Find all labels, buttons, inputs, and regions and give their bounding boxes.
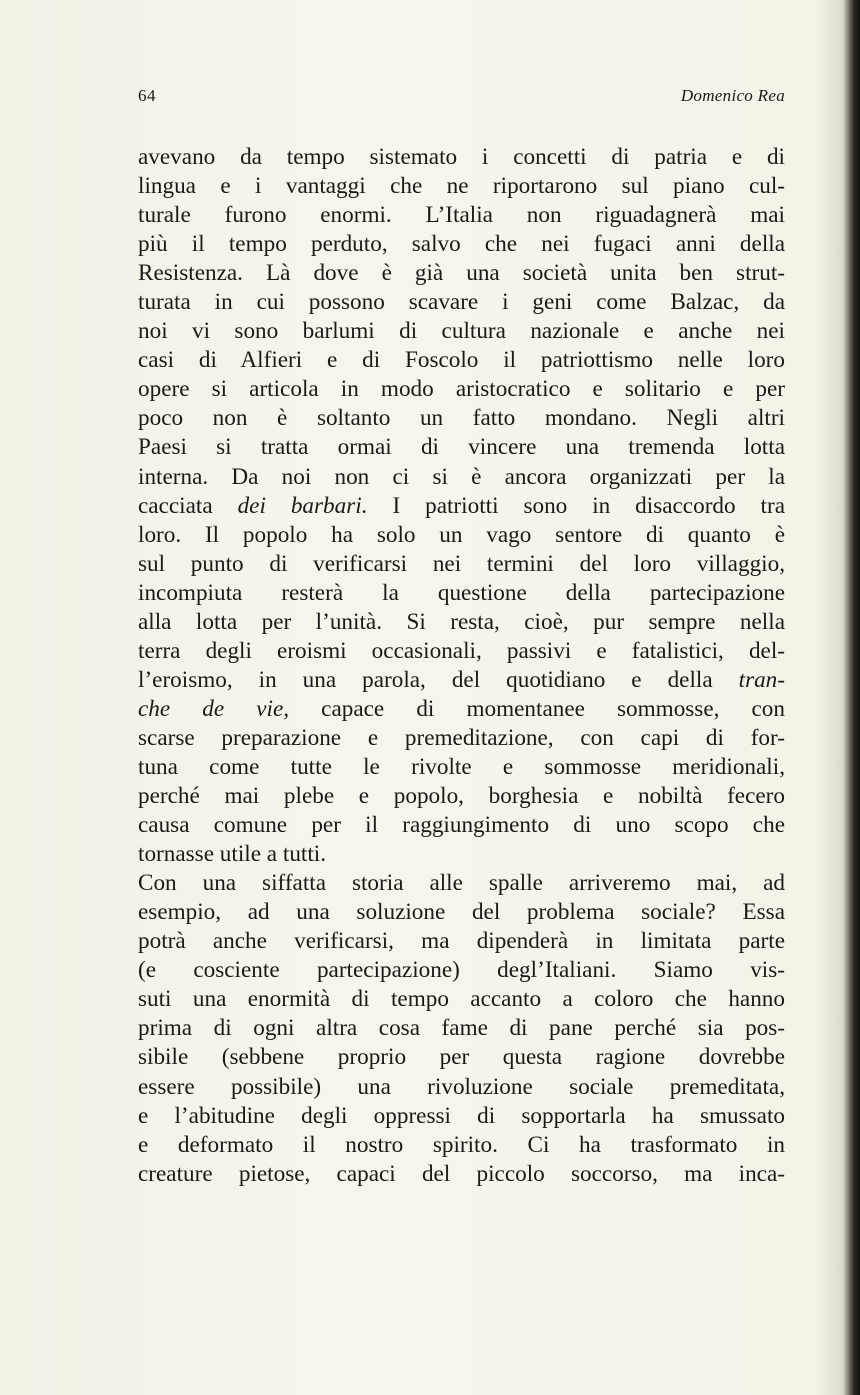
text-line — [138, 1073, 785, 1102]
text-line — [138, 840, 785, 869]
text-line — [138, 230, 785, 259]
text-line — [138, 927, 785, 956]
line-text: incompiuta resterà la questione della partecipazione — [138, 579, 785, 606]
line-text: sibile (sebbene proprio per questa ragione dovrebbe — [138, 1044, 785, 1071]
text-line — [138, 811, 785, 840]
line-text: l’eroismo, in una parola, del quotidiano e della — [138, 666, 739, 693]
line-text: potrà anche verificarsi, ma dipenderà in limitata parte — [138, 928, 785, 955]
line-text: perché mai plebe e popolo, borghesia e nobiltà fecero — [138, 783, 785, 810]
line-text: esempio, ad una soluzione del problema sociale? Essa — [138, 899, 785, 926]
line-text: avevano da tempo sistemato i concetti di patria e di — [138, 144, 785, 170]
line-text: suti una enormità di tempo accanto a coloro che hanno — [138, 986, 785, 1013]
text-line — [138, 1131, 785, 1160]
page-number: 64 — [138, 86, 156, 105]
body-text — [138, 143, 785, 1189]
line-text: capace di momentanee sommosse, con — [289, 695, 785, 722]
line-text: più il tempo perduto, salvo che nei fugaci anni della — [138, 231, 785, 258]
text-line — [138, 1014, 785, 1043]
line-text: cacciata — [138, 492, 238, 519]
text-line — [138, 317, 785, 346]
text-line — [138, 1102, 785, 1131]
line-text: prima di ogni altra cosa fame di pane perché sia pos- — [138, 1015, 785, 1042]
line-text: alla lotta per l’unità. Si resta, cioè, pur sempre nella — [138, 608, 785, 635]
text-line — [138, 492, 785, 521]
line-text: opere si articola in modo aristocratico e solitario e per — [138, 376, 785, 403]
line-text: essere possibile) una rivoluzione sociale premeditata, — [138, 1073, 785, 1100]
line-text: I patriotti sono in disaccordo tra — [367, 492, 785, 519]
line-text: loro. Il popolo ha solo un vago sentore di quanto è — [138, 521, 785, 548]
italic-text: che de vie, — [138, 695, 290, 722]
line-text: Resistenza. Là dove è già una società unita ben strut- — [138, 260, 785, 287]
text-line — [138, 579, 785, 608]
line-text: casi di Alfieri e di Foscolo il patriottismo nelle loro — [138, 347, 785, 374]
text-line — [138, 288, 785, 317]
line-text: e l’abitudine degli oppressi di sopportarla ha smussato — [138, 1102, 785, 1129]
page-header — [138, 86, 785, 110]
text-line — [138, 1043, 785, 1072]
line-text: (e cosciente partecipazione) degl’Italiani. Siamo vis- — [138, 957, 785, 984]
line-text: turale furono enormi. L’Italia non riguadagnerà mai — [138, 202, 785, 229]
line-text: scarse preparazione e premeditazione, con capi di for- — [138, 724, 785, 751]
line-text: tuna come tutte le rivolte e sommosse meridionali, — [138, 753, 785, 780]
text-line — [138, 608, 785, 637]
line-text: creature pietose, capaci del piccolo soccorso, ma inca- — [138, 1160, 785, 1187]
text-line — [138, 463, 785, 492]
text-line — [138, 143, 785, 172]
italic-text: tran- — [738, 666, 785, 693]
text-line — [138, 666, 785, 695]
text-line — [138, 985, 785, 1014]
text-line — [138, 433, 785, 462]
text-line — [138, 695, 785, 724]
text-line — [138, 1160, 785, 1189]
text-line — [138, 956, 785, 985]
text-line — [138, 521, 785, 550]
text-line — [138, 782, 785, 811]
text-line — [138, 637, 785, 666]
text-line — [138, 724, 785, 753]
text-line — [138, 404, 785, 433]
text-line — [138, 375, 785, 404]
text-line — [138, 201, 785, 230]
line-text: interna. Da noi non ci si è ancora organizzati per la — [138, 463, 785, 490]
text-line — [138, 550, 785, 579]
line-text: terra degli eroismi occasionali, passivi e fatalistici, del- — [138, 637, 785, 664]
line-text: noi vi sono barlumi di cultura nazionale e anche nei — [138, 318, 785, 345]
line-text: lingua e i vantaggi che ne riportarono sul piano cul- — [138, 173, 785, 200]
line-text: Paesi si tratta ormai di vincere una tremenda lotta — [138, 434, 785, 461]
line-text: sul punto di verificarsi nei termini del loro villaggio, — [138, 550, 785, 577]
text-line — [138, 869, 785, 898]
italic-text: dei barbari. — [237, 492, 368, 519]
line-text: Con una siffatta storia alle spalle arriveremo mai, ad — [138, 870, 785, 897]
text-line — [138, 172, 785, 201]
line-text: turata in cui possono scavare i geni come Balzac, da — [138, 289, 785, 316]
text-line — [138, 898, 785, 927]
line-text: e deformato il nostro spirito. Ci ha trasformato in — [138, 1131, 785, 1158]
text-line — [138, 259, 785, 288]
line-text: causa comune per il raggiungimento di uno scopo che — [138, 812, 785, 839]
text-line — [138, 753, 785, 782]
text-line — [138, 346, 785, 375]
running-head: Domenico Rea — [680, 86, 785, 105]
line-text: tornasse utile a tutti. — [138, 841, 327, 868]
line-text: poco non è soltanto un fatto mondano. Negli altri — [138, 405, 785, 432]
